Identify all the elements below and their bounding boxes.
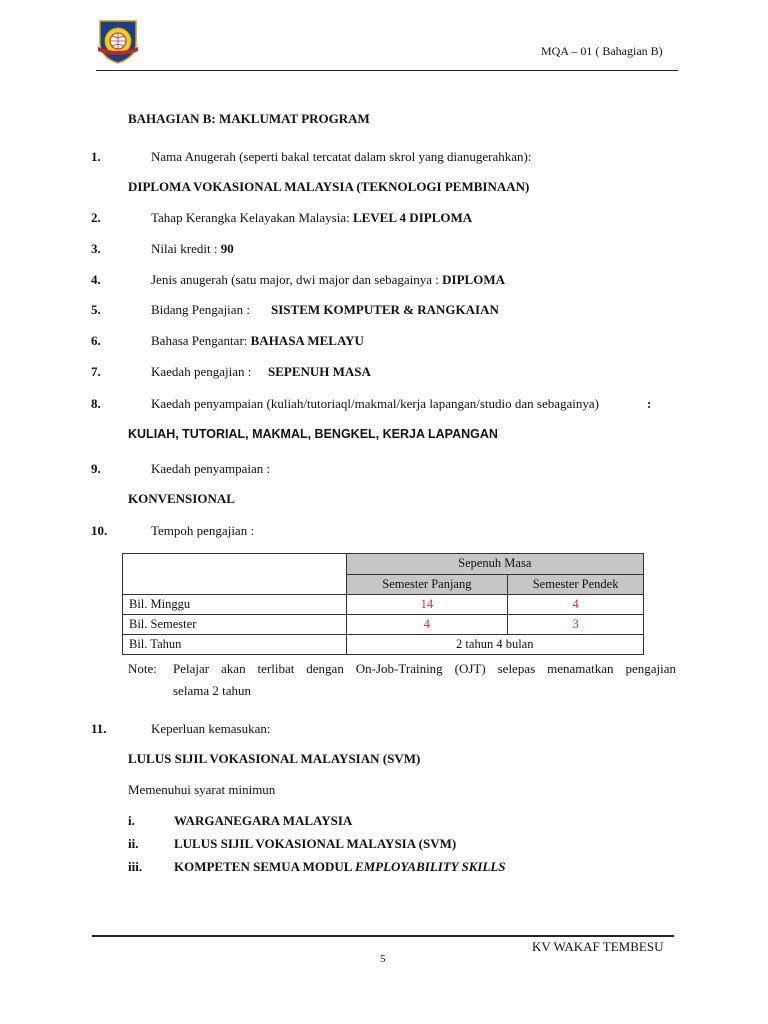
header-rule — [96, 70, 678, 71]
footer-institution: KV WAKAF TEMBESU — [532, 939, 664, 954]
requirement-text: WARGANEGARA MALAYSIA — [174, 813, 353, 828]
item-label: Nilai kredit : — [151, 241, 218, 256]
item-label: Tempoh pengajian : — [151, 523, 255, 538]
item-label: Jenis anugerah (satu major, dwi major dan sebagainya : — [151, 272, 439, 287]
item-number: 11. — [91, 721, 107, 736]
requirement-emphasis: EMPLOYABILITY SKILLS — [354, 859, 506, 874]
item-number: 4. — [91, 272, 101, 287]
item-row — [151, 333, 364, 349]
item-number: 2. — [91, 210, 101, 225]
requirement-number: i. — [128, 813, 135, 828]
table-column-header: Semester Panjang — [346, 574, 508, 595]
item-label: Bahasa Pengantar: — [151, 333, 248, 348]
delivery-method: KONVENSIONAL — [128, 491, 235, 506]
item-value: BAHASA MELAYU — [250, 333, 364, 348]
requirement-text: LULUS SIJIL VOKASIONAL MALAYSIA (SVM) — [174, 836, 457, 851]
requirement-row — [174, 859, 506, 875]
table-cell: 14 — [346, 595, 508, 615]
item-label: Kaedah penyampaian (kuliah/tutoriaql/makmal/kerja lapangan/studio dan sebagainya) — [151, 396, 599, 411]
note-text: Pelajar akan terlibat dengan On-Job-Training (OJT) selepas menamatkan pengajian — [173, 661, 676, 676]
item-number: 5. — [91, 302, 101, 317]
section-title: BAHAGIAN B: MAKLUMAT PROGRAM — [128, 111, 370, 126]
table-empty-cell — [123, 554, 347, 595]
table-cell: 4 — [346, 615, 508, 635]
item-value: DIPLOMA — [442, 272, 506, 287]
kv-crest-logo — [94, 17, 142, 65]
note-label: Note: — [128, 661, 157, 676]
footer-rule — [92, 935, 674, 937]
item-value: 90 — [220, 241, 234, 256]
item-label: Bidang Pengajian : — [151, 302, 250, 317]
requirement-text: KOMPETEN SEMUA MODUL — [174, 859, 355, 874]
item-number: 6. — [91, 333, 101, 348]
item-number: 8. — [91, 396, 101, 411]
entry-headline: LULUS SIJIL VOKASIONAL MALAYSIAN (SVM) — [128, 751, 421, 766]
table-row-label: Bil. Minggu — [123, 595, 347, 615]
item-label: Tahap Kerangka Kelayakan Malaysia: — [151, 210, 350, 225]
item-number: 7. — [91, 364, 101, 379]
item-row — [151, 241, 234, 257]
item-value: LEVEL 4 DIPLOMA — [352, 210, 473, 225]
entry-subtitle: Memenuhui syarat minimun — [128, 782, 276, 797]
item-label: Kaedah penyampaian : — [151, 461, 271, 476]
note-text-continued: selama 2 tahun — [173, 683, 251, 698]
item-label: Kaedah pengajian : — [151, 364, 252, 379]
table-cell: 3 — [508, 615, 644, 635]
item-number: 3. — [91, 241, 101, 256]
page-number: 5 — [380, 953, 386, 965]
table-row — [123, 554, 644, 575]
item-label: Keperluan kemasukan: — [151, 721, 271, 736]
award-name: DIPLOMA VOKASIONAL MALAYSIA (TEKNOLOGI PEMBINAAN) — [128, 179, 530, 194]
item-number: 10. — [91, 523, 108, 538]
document-reference: MQA – 01 ( Bahagian B) — [541, 44, 663, 58]
item-row — [151, 210, 472, 226]
requirement-number: ii. — [128, 836, 139, 851]
table-group-header: Sepenuh Masa — [346, 554, 643, 575]
table-row — [123, 635, 644, 655]
table-row — [123, 615, 644, 635]
item-number: 1. — [91, 149, 101, 164]
item-row — [151, 272, 505, 288]
table-row-label: Bil. Semester — [123, 615, 347, 635]
item-value: SISTEM KOMPUTER & RANGKAIAN — [271, 302, 499, 317]
table-row — [123, 595, 644, 615]
table-cell: 2 tahun 4 bulan — [346, 635, 643, 655]
delivery-modes: KULIAH, TUTORIAL, MAKMAL, BENGKEL, KERJA LAPANGAN — [128, 427, 498, 441]
item-value: : — [647, 396, 652, 411]
table-row-label: Bil. Tahun — [123, 635, 347, 655]
table-cell: 4 — [508, 595, 644, 615]
item-number: 9. — [91, 461, 101, 476]
table-column-header: Semester Pendek — [508, 574, 644, 595]
item-label: Nama Anugerah (seperti bakal tercatat dalam skrol yang dianugerahkan): — [151, 149, 532, 164]
duration-table — [122, 553, 644, 655]
requirement-number: iii. — [128, 859, 143, 874]
item-value: SEPENUH MASA — [268, 364, 371, 379]
